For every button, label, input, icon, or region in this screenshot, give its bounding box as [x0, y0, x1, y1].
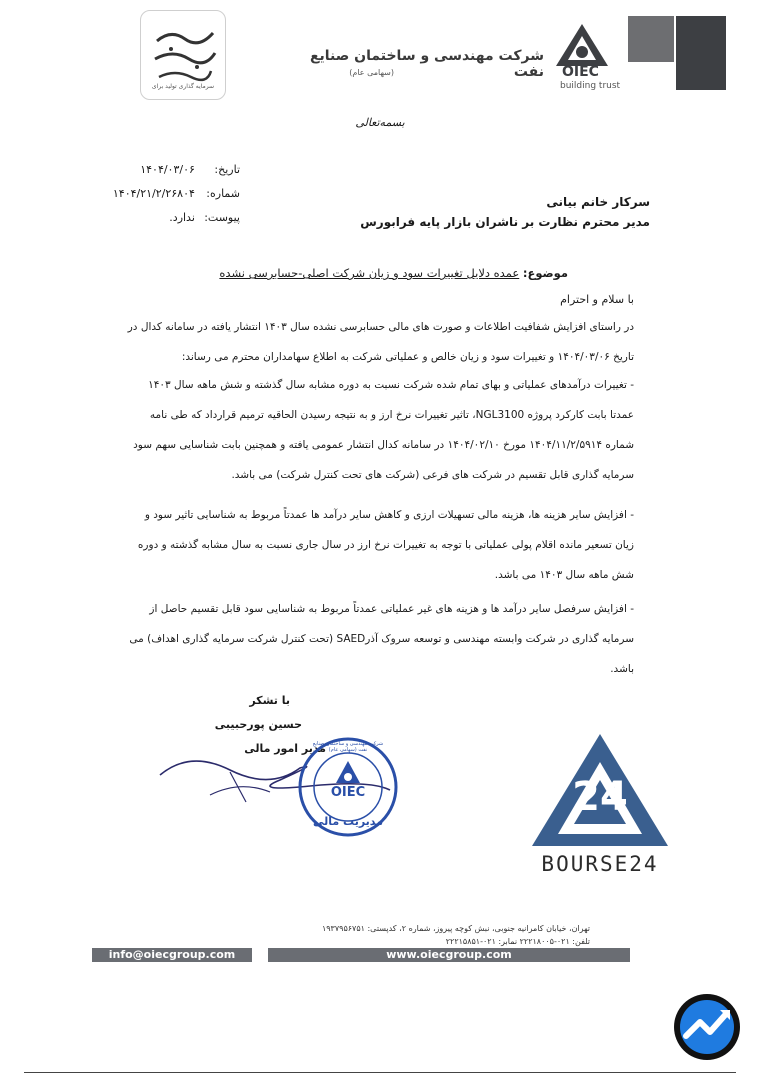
attachment-value: ندارد.	[169, 211, 195, 224]
company-type: (سهامی عام)	[349, 68, 394, 77]
footer-website[interactable]: www.oiecgroup.com	[386, 948, 512, 961]
paragraph-item-3: - افزایش سرفصل سایر درآمد ها و هزینه های غیر عملیاتی عمدتاً مربوط به شناسایی سود قابل تقسیم حاصل از سرمایه گذاری در شرکت وابسته مهندسی و توسعه سروک آذرSAED (تحت کنترل شرکت سرمایه گذاری اهداف) می باشد.	[129, 603, 634, 675]
paragraph-item-1: - تغییرات درآمدهای عملیاتی و بهای تمام شده شرکت نسبت به دوره مشابه سال گذشته و شش ماهه سال ۱۴۰۳ عمدتا بابت کارکرد پروژه NGL3100، تاثیر تغییرات نرخ ارز و به نتیجه رسیدن الحاقیه ترمیم قرارداد که طی نامه شماره ۱۴۰۴/۱۱/۲/۵۹۱۴ مورخ ۱۴۰۴/۰۲/۱۰ در سامانه کدال انتشار عمومی یافته و همچنین بابت شناسایی سهم سود سرمایه گذاری قابل تقسیم در شرکت های فرعی (شرکت های تحت کنترل شرکت) می باشد.	[133, 379, 634, 481]
bottom-divider	[24, 1072, 736, 1073]
number-value: ۱۴۰۴/۲۱/۲/۲۶۸۰۴	[112, 187, 195, 200]
corner-brand-badge	[672, 992, 742, 1062]
greeting: با سلام و احترام	[560, 293, 634, 306]
addressee-title: مدیر محترم نظارت بر ناشران بازار پایه فرابورس	[360, 215, 650, 229]
footer-email[interactable]: info@oiecgroup.com	[108, 948, 236, 961]
bourse24-number: 24	[572, 774, 628, 820]
attachment-row	[96, 206, 240, 230]
stamp-dept: مدیریت مالی	[313, 815, 383, 828]
number-label: شماره:	[206, 187, 240, 200]
stamp-brand: OIEC	[330, 785, 366, 800]
subject-label: موضوع:	[522, 266, 568, 280]
subject	[150, 266, 568, 280]
number-row	[96, 182, 240, 206]
brand-name: OIEC	[562, 64, 599, 80]
meta-block	[96, 158, 240, 230]
attachment-label: پیوست:	[204, 211, 240, 224]
footer-email-bar	[92, 948, 252, 962]
signer-name: حسین پورحبیبی	[214, 718, 302, 731]
footer-address: تهران، خیابان کامرانیه جنوبی، نبش کوچه پیروز، شماره ۲، کدپستی: ۱۹۳۷۹۵۶۷۵۱	[321, 924, 590, 933]
date-value: ۱۴۰۴/۰۳/۰۶	[140, 163, 195, 176]
footer-website-bar	[268, 948, 630, 962]
bourse24-text: BOURSE24	[541, 852, 659, 876]
addressee-name: سرکار خانم بیانی	[546, 195, 650, 209]
signer-title: مدیر امور مالی	[244, 742, 326, 755]
logo-square-dark	[676, 16, 726, 90]
campaign-logo-text: سرمایه گذاری تولید برای	[151, 83, 215, 90]
subject-text: عمده دلایل تغییرات سود و زیان شرکت اصلی-حسابرسی نشده	[219, 266, 520, 280]
trend-arrow-icon	[672, 992, 742, 1062]
brand-tagline: building trust	[560, 81, 621, 91]
invocation: بسمه‌تعالی	[355, 116, 405, 129]
company-name: شرکت مهندسی و ساختمان صنایع نفت	[309, 48, 544, 80]
date-row	[96, 158, 240, 182]
footer-phone: تلفن: ۰۲۱-۲۲۲۱۸۰۰۵ نمابر: ۰۲۱-۲۲۲۱۵۸۵۱	[445, 937, 590, 946]
paragraph-item-2: - افزایش سایر هزینه ها، هزینه مالی تسهیلات ارزی و کاهش سایر درآمد ها عمدتاً مربوط به شناسایی تاثیر سود و زیان تسعیر مانده اقلام پولی عملیاتی با توجه به تغییرات نرخ ارز در سال جاری نسبت به سال مشابه گذشته و دوره شش ماهه سال ۱۴۰۳ می باشد.	[137, 509, 634, 581]
date-label: تاریخ:	[214, 163, 240, 176]
logo-square-light	[628, 16, 674, 62]
company-stamp	[296, 735, 400, 839]
bourse24-logo	[524, 728, 676, 880]
stamp-ring-text: شرکت مهندسی و ساختمان صنایع نفت (سهامی عام)	[312, 741, 384, 753]
campaign-logo	[140, 10, 226, 100]
oiec-logo	[552, 14, 728, 94]
closing: با تشکر	[249, 694, 290, 707]
paragraph-intro: در راستای افزایش شفافیت اطلاعات و صورت های مالی حسابرسی نشده سال ۱۴۰۳ انتشار یافته در سامانه کدال در تاریخ ۱۴۰۴/۰۳/۰۶ و تغییرات سود و زیان خالص و عملیاتی شرکت به اطلاع سهامداران محترم می رساند:	[127, 321, 634, 363]
